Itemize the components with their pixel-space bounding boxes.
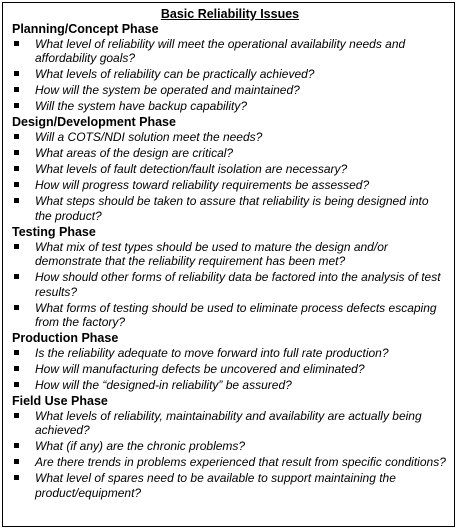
issue-text: What (if any) are the chronic problems?	[35, 439, 246, 454]
phase-heading: Testing Phase	[12, 224, 96, 239]
list-item	[12, 301, 448, 330]
square-bullet-icon	[14, 274, 19, 279]
phase-design-development	[12, 115, 448, 223]
list-item	[12, 240, 448, 269]
square-bullet-icon	[14, 350, 19, 355]
square-bullet-icon	[14, 87, 19, 92]
square-bullet-icon	[14, 382, 19, 387]
issue-list	[12, 409, 448, 500]
square-bullet-icon	[14, 182, 19, 187]
phase-heading: Planning/Concept Phase	[12, 22, 159, 36]
issue-text: How will progress toward reliability requirements be assessed?	[35, 178, 370, 193]
square-bullet-icon	[14, 443, 19, 448]
square-bullet-icon	[14, 305, 19, 310]
issue-text: How should other forms of reliability data be factored into the analysis of test results?	[35, 270, 441, 299]
phase-heading: Production Phase	[12, 331, 119, 346]
issue-text: What level of reliability will meet the operational availability needs and affordability goals?	[35, 37, 406, 66]
phase-heading: Design/Development Phase	[12, 115, 176, 130]
square-bullet-icon	[14, 413, 19, 418]
issue-text: Are there trends in problems experienced that result from specific conditions?	[35, 455, 446, 470]
phase-heading: Field Use Phase	[12, 394, 108, 409]
list-item	[12, 146, 448, 160]
document-title: Basic Reliability Issues	[160, 7, 300, 21]
square-bullet-icon	[14, 244, 19, 249]
list-item	[12, 178, 448, 192]
issue-text: What forms of testing should be used to eliminate process defects escaping from the factory?	[35, 300, 437, 330]
issue-text: Is the reliability adequate to move forward into full rate production?	[35, 346, 389, 361]
square-bullet-icon	[14, 41, 19, 46]
list-item	[12, 83, 448, 97]
issue-text: What steps should be taken to assure that reliability is being designed into the product?	[35, 194, 429, 223]
square-bullet-icon	[14, 150, 19, 155]
square-bullet-icon	[14, 459, 19, 464]
issue-text: What mix of test types should be used to mature the design and/or demonstrate that the reliability requirement has been met?	[35, 239, 388, 269]
list-item	[12, 67, 448, 81]
issue-text: What areas of the design are critical?	[35, 146, 234, 161]
phase-production	[12, 331, 448, 392]
square-bullet-icon	[14, 198, 19, 203]
phase-testing	[12, 225, 448, 330]
list-item	[12, 378, 448, 392]
issue-text: What levels of reliability, maintainability and availability are actually being achieved?	[35, 409, 422, 438]
issue-text: How will the system be operated and maintained?	[35, 83, 300, 98]
issue-list	[12, 240, 448, 330]
list-item	[12, 37, 448, 66]
issue-list	[12, 346, 448, 392]
list-item	[12, 409, 448, 438]
list-item	[12, 162, 448, 176]
issue-list	[12, 130, 448, 223]
issue-text: How will the “designed-in reliability” be assured?	[35, 378, 292, 393]
phase-planning-concept	[12, 22, 448, 114]
square-bullet-icon	[14, 71, 19, 76]
reliability-issues-box	[2, 2, 455, 527]
list-item	[12, 455, 448, 469]
list-item	[12, 471, 448, 500]
list-item	[12, 130, 448, 144]
list-item	[12, 194, 448, 223]
list-item	[12, 99, 448, 113]
list-item	[12, 346, 448, 360]
issue-text: Will a COTS/NDI solution meet the needs?	[35, 130, 263, 145]
square-bullet-icon	[14, 134, 19, 139]
square-bullet-icon	[14, 166, 19, 171]
issue-text: What levels of fault detection/fault isolation are necessary?	[35, 162, 348, 177]
issue-text: Will the system have backup capability?	[35, 99, 247, 114]
list-item	[12, 439, 448, 453]
list-item	[12, 270, 448, 299]
issue-text: How will manufacturing defects be uncovered and eliminated?	[35, 362, 365, 377]
phase-field-use	[12, 394, 448, 500]
square-bullet-icon	[14, 366, 19, 371]
square-bullet-icon	[14, 103, 19, 108]
issue-text: What levels of reliability can be practically achieved?	[35, 67, 315, 82]
square-bullet-icon	[14, 475, 19, 480]
issue-text: What level of spares need to be available to support maintaining the product/equipment?	[35, 471, 396, 500]
issue-list	[12, 37, 448, 114]
list-item	[12, 362, 448, 376]
